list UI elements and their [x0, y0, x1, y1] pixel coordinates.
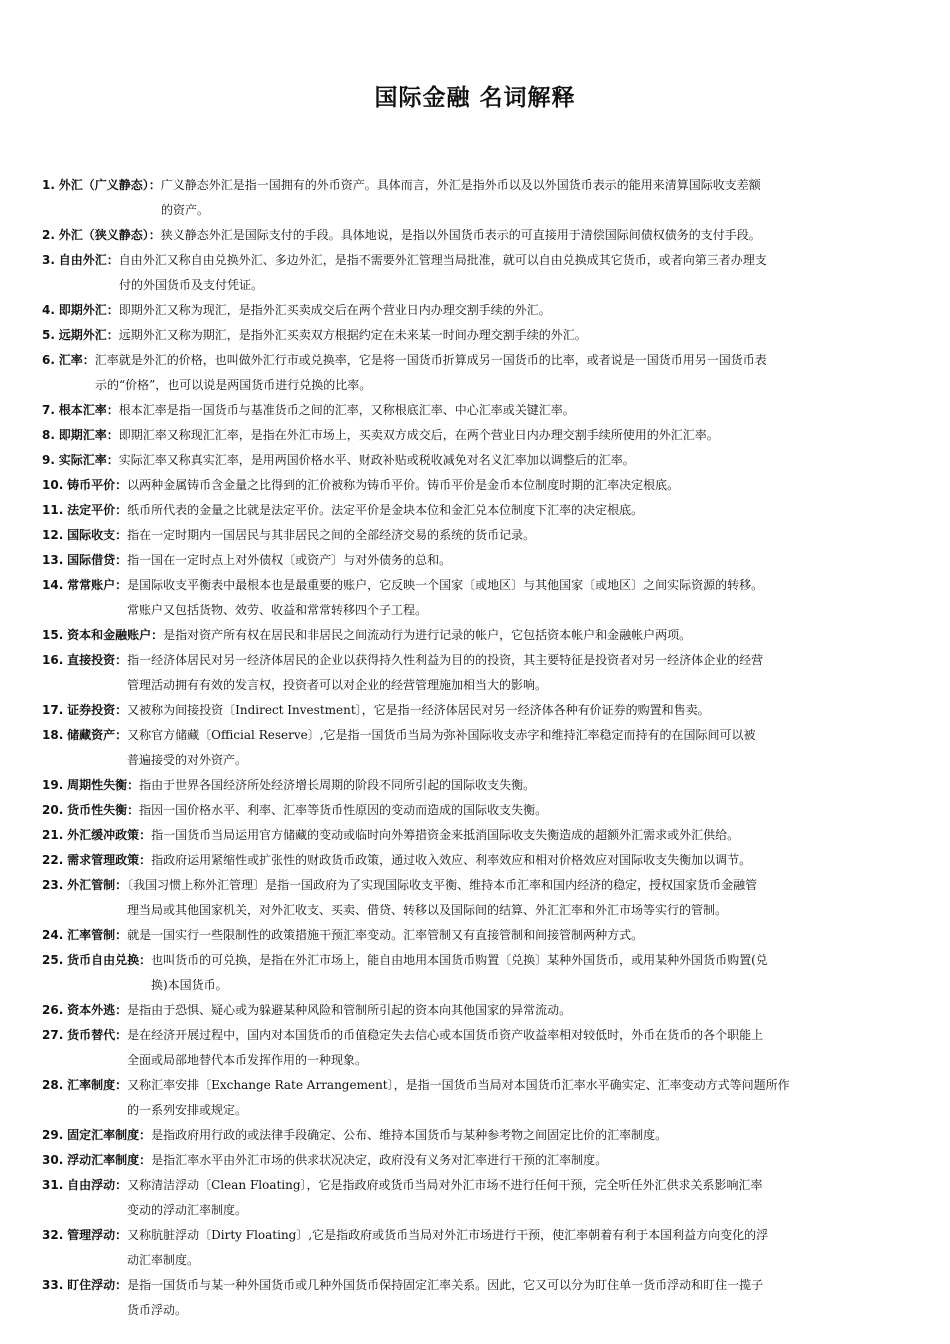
entry-definition: 指政府运用紧缩性或扩张性的财政货币政策，通过收入效应、利率效应和相对价格效应对国际收支失衡加以调节。 — [151, 853, 752, 867]
entry-first-line — [42, 773, 914, 798]
entry-definition: 指在一定时期内一国居民与其非居民之间的全部经济交易的系统的货币记录。 — [127, 528, 536, 542]
entry-separator: ： — [151, 628, 164, 642]
entry-definition-continued: 动汇率制度。 — [127, 1253, 200, 1267]
entry-first-line — [42, 848, 914, 873]
glossary-entry — [42, 1073, 914, 1123]
entry-definition: 即期外汇又称为现汇，是指外汇买卖成交后在两个营业日内办理交割手续的外汇。 — [118, 303, 551, 317]
entry-definition: 指一经济体居民对另一经济体居民的企业以获得持久性利益为目的的投资，其主要特征是投资者对另一经济体企业的经营 — [127, 653, 764, 667]
entry-number: 23. — [42, 878, 64, 892]
entry-definition: 是指对资产所有权在居民和非居民之间流动行为进行记录的帐户，它包括资本帐户和金融帐户两项。 — [163, 628, 692, 642]
entry-definition: 又称汇率安排〔Exchange Rate Arrangement〕，是指一国货币当局对本国货币汇率水平确实定、汇率变动方式等问题所作 — [127, 1078, 790, 1092]
entry-separator: ： — [115, 928, 128, 942]
glossary-entry — [42, 823, 914, 848]
glossary-entry — [42, 1123, 914, 1148]
entry-term: 铸币平价 — [67, 478, 116, 492]
entry-definition: 即期汇率又称现汇汇率，是指在外汇市场上，买卖双方成交后，在两个营业日内办理交割手续所使用的外汇汇率。 — [118, 428, 719, 442]
glossary-entry — [42, 923, 914, 948]
entry-definition: 纸币所代表的金量之比就是法定平价。法定平价是金块本位和金汇兑本位制度下汇率的决定根底。 — [127, 503, 644, 517]
document-title: 国际金融 名词解释 — [374, 85, 576, 111]
entry-number: 26. — [42, 1003, 64, 1017]
entry-number: 9. — [42, 453, 55, 467]
entry-first-line — [42, 623, 914, 648]
entry-definition-continued: 常账户又包括货物、效劳、收益和常常转移四个子工程。 — [127, 603, 428, 617]
entry-term: 外汇缓冲政策 — [67, 828, 140, 842]
entry-definition: 指由于世界各国经济所处经济增长周期的阶段不同所引起的国际收支失衡。 — [139, 778, 536, 792]
entry-definition-continued: 的资产。 — [161, 203, 210, 217]
entry-definition-continued: 全面或局部地替代本币发挥作用的一种现象。 — [127, 1053, 368, 1067]
entry-term: 实际汇率 — [58, 453, 107, 467]
entry-term: 直接投资 — [67, 653, 116, 667]
entry-definition-continued: 换)本国货币。 — [151, 978, 228, 992]
glossary-entry — [42, 948, 914, 998]
entry-first-line — [42, 823, 914, 848]
entry-definition-continued: 普遍接受的对外资产。 — [127, 753, 248, 767]
entry-term: 常常账户 — [67, 578, 116, 592]
entry-term: 货币性失衡 — [67, 803, 128, 817]
glossary-entry — [42, 698, 914, 723]
entry-first-line — [42, 473, 914, 498]
entry-term: 自由外汇 — [58, 253, 107, 267]
entry-definition: 是指汇率水平由外汇市场的供求状况决定，政府没有义务对汇率进行干预的汇率制度。 — [151, 1153, 608, 1167]
entry-first-line — [42, 323, 914, 348]
entry-separator: ： — [115, 503, 128, 517]
entry-first-line — [42, 798, 914, 823]
glossary-entry — [42, 173, 914, 223]
entry-number: 24. — [42, 928, 64, 942]
entry-definition: 广义静态外汇是指一国拥有的外币资产。具体而言，外汇是指外币以及以外国货币表示的能用来清算国际收支差额 — [160, 178, 761, 192]
entry-separator: ： — [115, 1028, 128, 1042]
entry-definition: 又被称为间接投资〔Indirect Investment〕，它是指一经济体居民对另一经济体各种有价证券的购置和售卖。 — [127, 703, 710, 717]
entry-definition: 指一国货币当局运用官方储藏的变动或临时向外筹措资金来抵消国际收支失衡造成的超额外汇需求或外汇供给。 — [151, 828, 740, 842]
entry-definition: 就是一国实行一些限制性的政策措施干预汇率变动。汇率管制又有直接管制和间接管制两种方式。 — [127, 928, 644, 942]
entry-number: 4. — [42, 303, 55, 317]
entry-term: 即期外汇 — [58, 303, 107, 317]
entry-definition: 又称清洁浮动〔Clean Floating〕，它是指政府或货币当局对外汇市场不进行任何干预，完全听任外汇供求关系影响汇率 — [127, 1178, 763, 1192]
entry-separator: ： — [106, 403, 119, 417]
entry-number: 19. — [42, 778, 64, 792]
glossary-entry — [42, 398, 914, 423]
entry-number: 33. — [42, 1278, 64, 1292]
entry-definition: 汇率就是外汇的价格，也叫做外汇行市或兑换率，它是将一国货币折算成另一国货币的比率，或者说是一国货币用另一国货币表 — [94, 353, 767, 367]
entry-separator: ： — [115, 728, 128, 742]
glossary-entry — [42, 1023, 914, 1073]
glossary-entry — [42, 348, 914, 398]
entry-number: 29. — [42, 1128, 64, 1142]
entry-number: 12. — [42, 528, 64, 542]
entry-first-line — [42, 948, 914, 973]
entry-number: 30. — [42, 1153, 64, 1167]
glossary-entry — [42, 623, 914, 648]
entry-separator: ： — [115, 1178, 128, 1192]
entry-separator: ： — [139, 1128, 152, 1142]
entry-term: 货币自由兑换 — [67, 953, 140, 967]
entry-number: 27. — [42, 1028, 64, 1042]
entry-first-line — [42, 448, 914, 473]
entry-definition-continued: 示的“价格”，也可以说是两国货币进行兑换的比率。 — [95, 378, 372, 392]
entry-definition: 是指一国货币与某一种外国货币或几种外国货币保持固定汇率关系。因此，它又可以分为盯住单一货币浮动和盯住一揽子 — [127, 1278, 764, 1292]
entry-term: 根本汇率 — [58, 403, 107, 417]
entry-term: 盯住浮动 — [67, 1278, 116, 1292]
entry-number: 31. — [42, 1178, 64, 1192]
entry-term: 法定平价 — [67, 503, 116, 517]
entry-definition-continued: 变动的浮动汇率制度。 — [127, 1203, 248, 1217]
glossary-entry — [42, 873, 914, 923]
entry-first-line — [42, 298, 914, 323]
entry-separator: ： — [115, 1078, 128, 1092]
entry-definition: 指一国在一定时点上对外债权〔或资产〕与对外债务的总和。 — [127, 553, 452, 567]
glossary-entry — [42, 498, 914, 523]
entry-first-line — [42, 723, 914, 748]
glossary-entry — [42, 848, 914, 873]
entry-term: 储藏资产 — [67, 728, 116, 742]
entry-term: 周期性失衡 — [67, 778, 128, 792]
entry-number: 20. — [42, 803, 64, 817]
glossary-entry — [42, 298, 914, 323]
entry-first-line — [42, 698, 914, 723]
glossary-entry — [42, 1273, 914, 1323]
entry-definition-continued: 货币浮动。 — [127, 1303, 188, 1317]
entry-definition-continued: 管理活动拥有有效的发言权，投资者可以对企业的经营管理施加相当大的影响。 — [127, 678, 548, 692]
entry-number: 17. — [42, 703, 64, 717]
entry-definition: 是指由于恐惧、疑心或为躲避某种风险和管制所引起的资本向其他国家的异常流动。 — [127, 1003, 572, 1017]
entry-separator: ： — [115, 478, 128, 492]
entry-definition: 〔我国习惯上称外汇管理〕是指一国政府为了实现国际收支平衡、维持本币汇率和国内经济的稳定，授权国家货币金融管 — [127, 878, 758, 892]
entry-number: 18. — [42, 728, 64, 742]
entry-separator: ： — [115, 1228, 128, 1242]
glossary-entry — [42, 548, 914, 573]
entry-separator: ： — [139, 953, 152, 967]
glossary-list — [42, 173, 914, 1323]
entry-separator: ： — [115, 578, 128, 592]
entry-number: 11. — [42, 503, 64, 517]
entry-term: 外汇（狭义静态） — [58, 228, 149, 242]
entry-first-line — [42, 1023, 914, 1048]
entry-separator: ： — [148, 228, 161, 242]
entry-separator: ： — [106, 253, 119, 267]
entry-number: 25. — [42, 953, 64, 967]
glossary-entry — [42, 323, 914, 348]
entry-term: 自由浮动 — [67, 1178, 116, 1192]
glossary-entry — [42, 448, 914, 473]
entry-separator: ： — [139, 853, 152, 867]
entry-number: 6. — [42, 353, 55, 367]
entry-number: 22. — [42, 853, 64, 867]
glossary-entry — [42, 998, 914, 1023]
entry-definition-continued: 的一系列安排或规定。 — [127, 1103, 248, 1117]
entry-definition: 又称肮脏浮动〔Dirty Floating〕,它是指政府或货币当局对外汇市场进行干预，使汇率朝着有利于本国利益方向变化的浮 — [127, 1228, 769, 1242]
entry-separator: ： — [127, 778, 140, 792]
entry-number: 32. — [42, 1228, 64, 1242]
entry-definition: 以两种金属铸币含金量之比得到的汇价被称为铸币平价。铸币平价是金币本位制度时期的汇率决定根底。 — [127, 478, 680, 492]
entry-term: 证券投资 — [67, 703, 116, 717]
entry-number: 1. — [42, 178, 55, 192]
entry-number: 7. — [42, 403, 55, 417]
entry-first-line — [42, 1173, 914, 1198]
glossary-entry — [42, 573, 914, 623]
entry-term: 资本和金融账户 — [67, 628, 152, 642]
entry-term: 外汇（广义静态） — [58, 178, 149, 192]
entry-separator: ： — [115, 553, 128, 567]
entry-separator: ： — [82, 353, 95, 367]
entry-separator: ： — [115, 1003, 128, 1017]
glossary-entry — [42, 248, 914, 298]
entry-separator: ： — [115, 528, 128, 542]
entry-first-line — [42, 398, 914, 423]
entry-number: 3. — [42, 253, 55, 267]
entry-term: 管理浮动 — [67, 1228, 116, 1242]
entry-separator: ： — [115, 703, 128, 717]
glossary-entry — [42, 523, 914, 548]
glossary-entry — [42, 648, 914, 698]
glossary-entry — [42, 223, 914, 248]
entry-separator: ： — [148, 178, 161, 192]
entry-first-line — [42, 1148, 914, 1173]
entry-term: 汇率制度 — [67, 1078, 116, 1092]
glossary-entry — [42, 1173, 914, 1223]
entry-separator: ： — [115, 1278, 128, 1292]
entry-number: 13. — [42, 553, 64, 567]
entry-first-line — [42, 173, 914, 198]
entry-separator: ： — [115, 878, 128, 892]
entry-separator: ： — [139, 1153, 152, 1167]
entry-number: 5. — [42, 328, 55, 342]
entry-number: 28. — [42, 1078, 64, 1092]
entry-term: 资本外逃 — [67, 1003, 116, 1017]
entry-number: 21. — [42, 828, 64, 842]
entry-definition: 是国际收支平衡表中最根本也是最重要的账户，它反映一个国家〔或地区〕与其他国家〔或地区〕之间实际资源的转移。 — [127, 578, 764, 592]
entry-first-line — [42, 573, 914, 598]
entry-term: 货币替代 — [67, 1028, 116, 1042]
entry-number: 15. — [42, 628, 64, 642]
entry-definition: 根本汇率是指一国货币与基准货币之间的汇率，又称根底汇率、中心汇率或关键汇率。 — [118, 403, 575, 417]
glossary-entry — [42, 723, 914, 773]
entry-first-line — [42, 348, 914, 373]
entry-first-line — [42, 548, 914, 573]
entry-definition: 指因一国价格水平、利率、汇率等货币性原因的变动而造成的国际收支失衡。 — [139, 803, 548, 817]
entry-first-line — [42, 248, 914, 273]
entry-first-line — [42, 1073, 914, 1098]
entry-first-line — [42, 873, 914, 898]
entry-first-line — [42, 648, 914, 673]
entry-number: 16. — [42, 653, 64, 667]
entry-first-line — [42, 523, 914, 548]
entry-term: 即期汇率 — [58, 428, 107, 442]
entry-term: 汇率管制 — [67, 928, 116, 942]
glossary-entry — [42, 473, 914, 498]
entry-definition: 是指政府用行政的或法律手段确定、公布、维持本国货币与某种参考物之间固定比价的汇率制度。 — [151, 1128, 668, 1142]
entry-definition: 实际汇率又称真实汇率，是用两国价格水平、财政补贴或税收减免对名义汇率加以调整后的汇率。 — [118, 453, 635, 467]
entry-number: 8. — [42, 428, 55, 442]
entry-definition-continued: 付的外国货币及支付凭证。 — [119, 278, 264, 292]
entry-term: 浮动汇率制度 — [67, 1153, 140, 1167]
entry-separator: ： — [115, 653, 128, 667]
entry-first-line — [42, 223, 914, 248]
entry-term: 汇率 — [58, 353, 83, 367]
entry-term: 国际借贷 — [67, 553, 116, 567]
entry-separator: ： — [139, 828, 152, 842]
entry-separator: ： — [106, 453, 119, 467]
entry-number: 2. — [42, 228, 55, 242]
entry-number: 10. — [42, 478, 64, 492]
entry-term: 需求管理政策 — [67, 853, 140, 867]
entry-first-line — [42, 423, 914, 448]
entry-separator: ： — [106, 303, 119, 317]
glossary-entry — [42, 798, 914, 823]
entry-first-line — [42, 923, 914, 948]
entry-definition: 也叫货币的可兑换，是指在外汇市场上，能自由地用本国货币购置〔兑换〕某种外国货币，或用某种外国货币购置(兑 — [151, 953, 768, 967]
entry-definition: 又称官方储藏〔Official Reserve〕,它是指一国货币当局为弥补国际收支赤字和维持汇率稳定而持有的在国际间可以被 — [127, 728, 756, 742]
entry-term: 固定汇率制度 — [67, 1128, 140, 1142]
glossary-entry — [42, 1148, 914, 1173]
entry-definition: 自由外汇又称自由兑换外汇、多边外汇，是指不需要外汇管理当局批准，就可以自由兑换成其它货币，或者向第三者办理支 — [118, 253, 767, 267]
entry-term: 国际收支 — [67, 528, 116, 542]
entry-first-line — [42, 1123, 914, 1148]
entry-first-line — [42, 998, 914, 1023]
entry-term: 外汇管制 — [67, 878, 116, 892]
entry-first-line — [42, 498, 914, 523]
entry-separator: ： — [127, 803, 140, 817]
entry-definition: 狭义静态外汇是国际支付的手段。具体地说，是指以外国货币表示的可直接用于清偿国际间债权债务的支付手段。 — [160, 228, 761, 242]
entry-number: 14. — [42, 578, 64, 592]
entry-separator: ： — [106, 328, 119, 342]
glossary-entry — [42, 773, 914, 798]
entry-separator: ： — [106, 428, 119, 442]
glossary-entry — [42, 1223, 914, 1273]
entry-definition: 远期外汇又称为期汇，是指外汇买卖双方根据约定在未来某一时间办理交割手续的外汇。 — [118, 328, 587, 342]
glossary-entry — [42, 423, 914, 448]
entry-definition-continued: 理当局或其他国家机关，对外汇收支、买卖、借贷、转移以及国际间的结算、外汇汇率和外汇市场等实行的管制。 — [127, 903, 728, 917]
entry-definition: 是在经济开展过程中，国内对本国货币的币值稳定失去信心或本国货币资产收益率相对较低时，外币在货币的各个职能上 — [127, 1028, 764, 1042]
entry-first-line — [42, 1223, 914, 1248]
entry-term: 远期外汇 — [58, 328, 107, 342]
entry-first-line — [42, 1273, 914, 1298]
